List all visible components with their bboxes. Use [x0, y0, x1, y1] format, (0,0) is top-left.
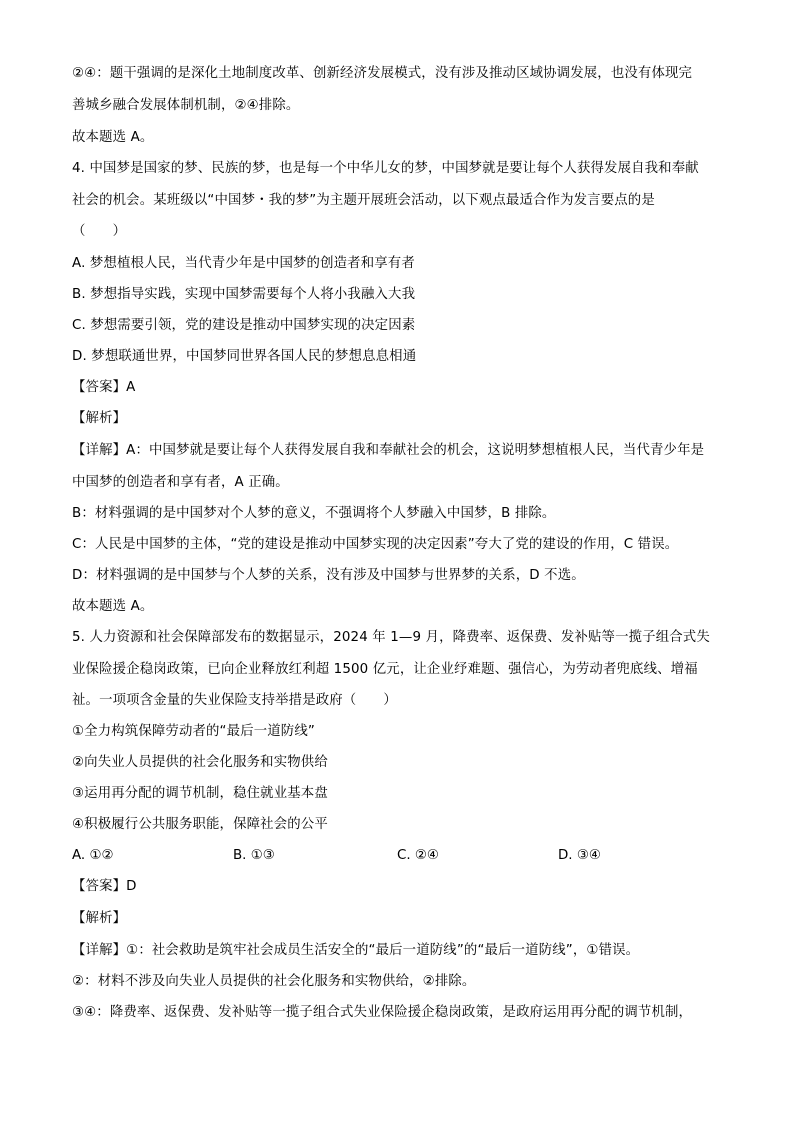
q4-option-c: C. 梦想需要引领，党的建设是推动中国梦实现的决定因素 [72, 318, 416, 333]
q4-detail-line4: C：人民是中国梦的主体，“党的建设是推动中国梦实现的决定因素”夸大了党的建设的作用，C 错误。 [72, 537, 679, 552]
q4-stem-line2: 社会的机会。某班级以“中国梦・我的梦”为主题开展班会活动，以下观点最适合作为发言要点的是 [72, 193, 655, 208]
q3-tail-line1: ②④：题干强调的是深化土地制度改革、创新经济发展模式，没有涉及推动区域协调发展，也没有体现完 [72, 66, 693, 81]
q5-analysis-label: 【解析】 [72, 911, 127, 926]
q4-conclusion: 故本题选 A。 [72, 599, 154, 614]
q4-analysis-label: 【解析】 [72, 411, 127, 426]
q5-detail-line1: 【详解】①：社会救助是筑牢社会成员生活安全的“最后一道防线”的“最后一道防线”，①错误。 [72, 943, 640, 958]
q5-choice-c: C. ②④ [397, 848, 439, 863]
q4-option-d: D. 梦想联通世界，中国梦同世界各国人民的梦想息息相通 [72, 349, 417, 364]
q5-detail-line2: ②：材料不涉及向失业人员提供的社会化服务和实物供给，②排除。 [72, 974, 476, 989]
q5-choice-b: B. ①③ [233, 848, 275, 863]
q5-item-3: ③运用再分配的调节机制，稳住就业基本盘 [72, 786, 328, 801]
q4-stem-line1: 4. 中国梦是国家的梦、民族的梦，也是每一个中华儿女的梦，中国梦就是要让每个人获得发展自我和奉献 [72, 161, 699, 176]
q5-answer: 【答案】D [72, 879, 137, 894]
q4-stem-line3: （ ） [72, 224, 127, 239]
q5-item-2: ②向失业人员提供的社会化服务和实物供给 [72, 755, 328, 770]
q4-answer: 【答案】A [72, 380, 136, 395]
q3-tail-line2: 善城乡融合发展体制机制，②④排除。 [72, 98, 300, 113]
q5-choice-a: A. ①② [72, 848, 114, 863]
q5-detail-line3: ③④：降费率、返保费、发补贴等一揽子组合式失业保险援企稳岗政策，是政府运用再分配的调节机制， [72, 1005, 693, 1020]
q5-item-4: ④积极履行公共服务职能，保障社会的公平 [72, 817, 328, 832]
q4-detail-line1: 【详解】A：中国梦就是要让每个人获得发展自我和奉献社会的机会，这说明梦想植根人民，当代青少年是 [72, 443, 705, 458]
q4-option-a: A. 梦想植根人民，当代青少年是中国梦的创造者和享有者 [72, 256, 415, 271]
q5-stem-line3: 祉。一项项含金量的失业保险支持举措是政府（ ） [72, 693, 397, 708]
q5-choice-d: D. ③④ [558, 848, 601, 863]
q4-detail-line3: B：材料强调的是中国梦对个人梦的意义，不强调将个人梦融入中国梦，B 排除。 [72, 506, 556, 521]
q4-detail-line5: D：材料强调的是中国梦与个人梦的关系，没有涉及中国梦与世界梦的关系，D 不选。 [72, 568, 585, 583]
q3-conclusion: 故本题选 A。 [72, 130, 154, 145]
q5-item-1: ①全力构筑保障劳动者的“最后一道防线” [72, 724, 315, 739]
q5-stem-line1: 5. 人力资源和社会保障部发布的数据显示，2024 年 1—9 月，降费率、返保费、发补贴等一揽子组合式失 [72, 630, 710, 645]
q4-option-b: B. 梦想指导实践，实现中国梦需要每个人将小我融入大我 [72, 287, 416, 302]
q5-stem-line2: 业保险援企稳岗政策，已向企业释放红利超 1500 亿元，让企业纾难题、强信心，为劳动者兜底线、增福 [72, 662, 698, 677]
q4-detail-line2: 中国梦的创造者和享有者，A 正确。 [72, 475, 289, 490]
